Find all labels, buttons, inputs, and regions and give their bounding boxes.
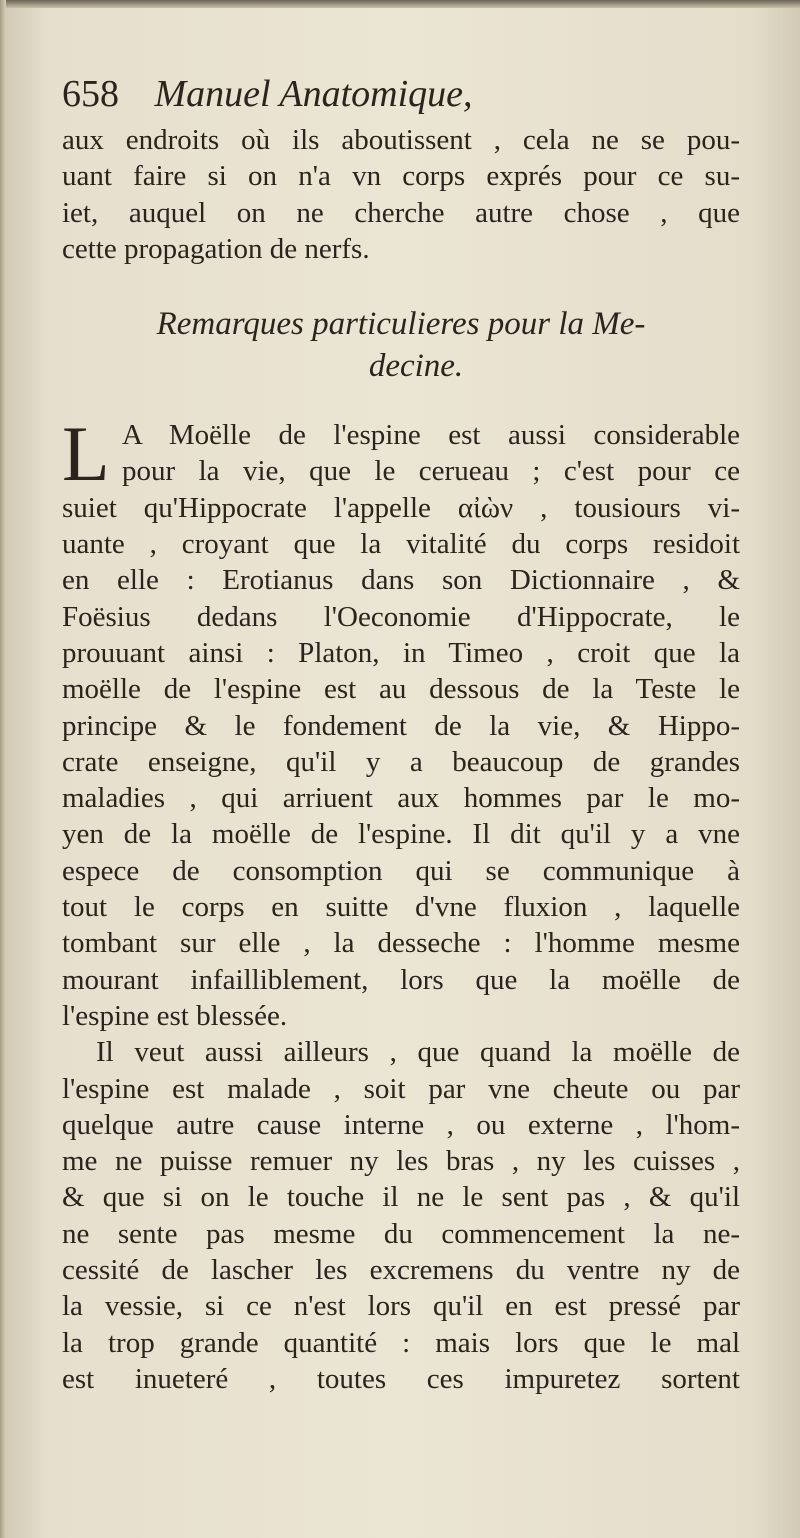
text-line: pour la vie, que le cerueau ; c'est pour ce	[122, 455, 740, 488]
text-line: me ne puisse remuer ny les bras , ny les cuisses ,	[62, 1145, 740, 1178]
text-block	[62, 70, 740, 1397]
text-line: Foësius dedans l'Oeconomie d'Hippocrate, le	[62, 600, 740, 633]
text-line: iet, auquel on ne cherche autre chose , que	[62, 196, 740, 229]
text-line: en elle : Erotianus dans son Dictionnaire , &	[62, 564, 740, 597]
text-line: quelque autre cause interne , ou externe , l'hom-	[62, 1108, 740, 1141]
running-title: Manuel Anatomique,	[154, 73, 473, 115]
text-line: A Moëlle de l'espine est aussi considerable	[122, 419, 740, 452]
text-line: Il veut aussi ailleurs , que quand la moëlle de	[96, 1036, 740, 1069]
text-line: est inueteré , toutes ces impuretez sortent	[62, 1362, 740, 1395]
text-line: l'espine est malade , soit par vne cheute ou par	[62, 1072, 740, 1105]
text-line: la vessie, si ce n'est lors qu'il en est pressé par	[62, 1290, 740, 1323]
text-line: cessité de lascher les excremens du ventre ny de	[62, 1254, 740, 1287]
section-heading	[62, 303, 740, 387]
text-line: l'espine est blessée.	[62, 999, 288, 1032]
text-line: & que si on le touche il ne le sent pas , & qu'il	[62, 1181, 740, 1214]
text-line: yen de la moëlle de l'espine. Il dit qu'il y a vne	[62, 818, 740, 851]
text-line: crate enseigne, qu'il y a beaucoup de grandes	[62, 745, 740, 778]
section-heading-line2: decine.	[368, 348, 464, 385]
page-gutter	[0, 0, 6, 1538]
text-line: espece de consomption qui se communique à	[62, 854, 740, 887]
text-line: la trop grande quantité : mais lors que le mal	[62, 1326, 740, 1359]
text-line: principe & le fondement de la vie, & Hippo-	[62, 709, 740, 742]
text-line: ne sente pas mesme du commencement la ne-	[62, 1217, 740, 1250]
text-line: prouuant ainsi : Platon, in Timeo , croit que la	[62, 636, 740, 669]
text-line: mourant infailliblement, lors que la moëlle de	[62, 963, 740, 996]
drop-cap: L	[62, 410, 110, 498]
text-line: uant faire si on n'a vn corps exprés pour ce su-	[62, 160, 740, 193]
running-head	[62, 70, 740, 122]
text-line: aux endroits où ils aboutissent , cela ne se pou-	[62, 124, 740, 156]
text-line: tout le corps en suitte d'vne fluxion , laquelle	[62, 891, 740, 924]
text-line: uante , croyant que la vitalité du corps residoit	[62, 528, 740, 561]
section-heading-line1: Remarques particulieres pour la Me-	[156, 306, 646, 343]
text-line: tombant sur elle , la desseche : l'homme mesme	[62, 927, 740, 960]
page-top-edge	[0, 0, 800, 8]
intro-paragraph	[62, 122, 740, 267]
text-line: moëlle de l'espine est au dessous de la Teste le	[62, 673, 740, 706]
paragraph-1	[62, 410, 740, 1034]
paragraph-2	[62, 1034, 740, 1397]
text-line: maladies , qui arriuent aux hommes par le mo-	[62, 782, 740, 815]
page-number: 658	[62, 73, 119, 115]
text-line: suiet qu'Hippocrate l'appelle αἰὼν , tousiours vi-	[62, 491, 740, 524]
text-line: cette propagation de nerfs.	[62, 232, 370, 265]
